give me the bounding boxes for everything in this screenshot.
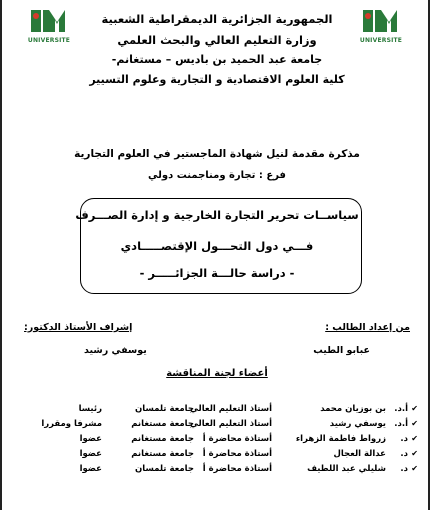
member-rank: أستاذة محاضرة أ — [202, 449, 272, 459]
committee-member-row — [2, 434, 430, 448]
member-role: مشرفا ومقررا — [41, 419, 102, 429]
thesis-title-line-2: فـــي دول التحـــول الإقتصـــــادي — [120, 239, 314, 253]
check-icon: ✔ — [411, 434, 418, 443]
member-prefix: د. — [400, 449, 408, 459]
member-university: جامعة مستغانم — [131, 434, 194, 444]
committee-member-row — [2, 404, 430, 418]
student-name: عبابو الطيب — [313, 345, 370, 356]
memo-purpose: مذكرة مقدمة لنيل شهادة الماجستير في العلوم التجارية — [74, 148, 360, 160]
member-prefix: د. — [400, 434, 408, 444]
member-university: جامعة تلمسان — [135, 464, 194, 474]
supervisor-label: إشراف الأستاذ الدكتور: — [24, 322, 133, 333]
member-university: جامعة مستغانم — [131, 449, 194, 459]
header-ministry: وزارة التعليم العالي والبحث العلمي — [117, 33, 317, 47]
member-role: عضوا — [79, 449, 102, 459]
member-university: جامعة تلمسان — [135, 404, 194, 414]
header-republic: الجمهورية الجزائرية الديمقراطية الشعبية — [101, 12, 333, 26]
thesis-title-line-1: سياســات تحرير التجارة الخارجية و إدارة الصـــرف — [75, 208, 359, 222]
member-rank: أستاذ التعليم العالي — [189, 404, 272, 414]
member-rank: أستاذة محاضرة أ — [202, 464, 272, 474]
committee-member-row — [2, 464, 430, 478]
logo-left-text: UNIVERSITE — [27, 37, 71, 44]
member-prefix: أ.د. — [394, 404, 408, 414]
committee-member-row — [2, 419, 430, 433]
member-name: يوسفي رشيد — [329, 419, 386, 429]
committee-member-row — [2, 449, 430, 463]
memo-branch: فرع : تجارة ومناجمنت دولي — [148, 170, 286, 181]
member-name: بن بوزيان محمد — [320, 404, 386, 414]
check-icon: ✔ — [411, 449, 418, 458]
member-prefix: أ.د. — [394, 419, 408, 429]
member-rank: أستاذة محاضرة أ — [202, 434, 272, 444]
header-faculty: كلية العلوم الاقتصادية و التجارية وعلوم التسيير — [89, 73, 345, 86]
member-role: رئيسا — [78, 404, 102, 414]
member-prefix: د. — [400, 464, 408, 474]
check-icon: ✔ — [411, 404, 418, 413]
header-university: جامعة عبد الحميد بن باديس – مستغانم- — [111, 53, 323, 66]
thesis-title-line-3: - دراسة حالـــة الجزائـــــر - — [139, 266, 295, 280]
check-icon: ✔ — [411, 464, 418, 473]
member-role: عضوا — [79, 464, 102, 474]
member-name: عدالة العجال — [333, 449, 386, 459]
member-university: جامعة مستغانم — [131, 419, 194, 429]
member-role: عضوا — [79, 434, 102, 444]
student-label: من إعداد الطالب : — [325, 322, 410, 333]
supervisor-name: يوسفي رشيد — [84, 345, 147, 356]
member-name: زرواط فاطمة الزهراء — [295, 434, 386, 444]
check-icon: ✔ — [411, 419, 418, 428]
logo-right-text: UNIVERSITE — [359, 37, 403, 44]
member-rank: أستاذ التعليم العالي — [189, 419, 272, 429]
committee-title: أعضاء لجنة المناقشة — [166, 368, 268, 379]
member-name: شليلي عبد اللطيف — [307, 464, 386, 474]
